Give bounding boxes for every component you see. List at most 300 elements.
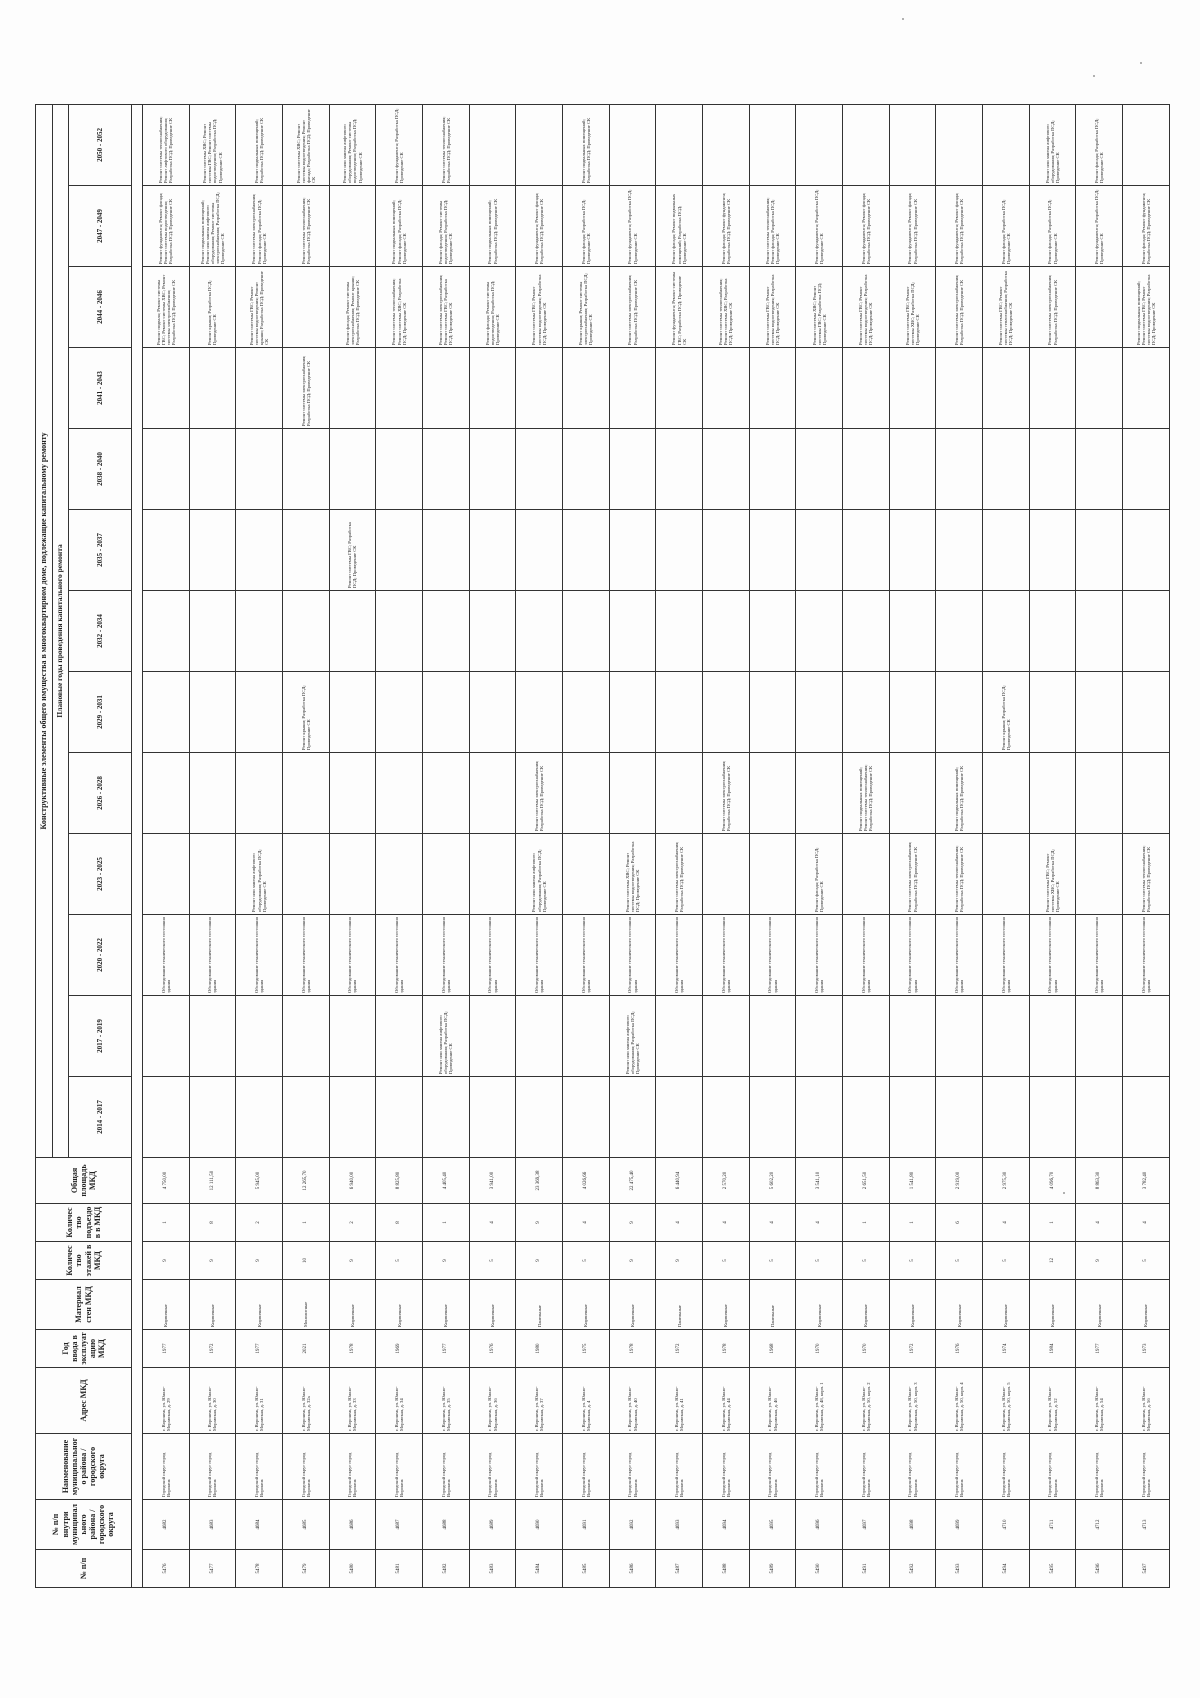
area-cell: 8 825,80 — [376, 1158, 423, 1204]
period-work-cell: Обследование технического состояния здания — [983, 915, 1030, 996]
mun-name-cell: Городской округ город Воронеж — [189, 1434, 236, 1500]
address-cell: г. Воронеж, ул. Южно-Моравская, д. 56 — [1123, 1368, 1170, 1434]
period-work-cell — [189, 348, 236, 429]
mun-number-cell: 4691 — [563, 1500, 610, 1550]
period-work-cell — [142, 672, 189, 753]
period-work-cell — [282, 510, 329, 591]
header-period: 2014 - 2017 — [69, 1077, 132, 1158]
period-work-cell — [563, 348, 610, 429]
period-work-cell: Ремонт фундамента; Разработка ПСД; Проведение СК — [609, 186, 656, 267]
period-work-cell — [703, 1077, 750, 1158]
period-work-cell — [1076, 267, 1123, 348]
period-work-cell — [1029, 753, 1076, 834]
table-row — [282, 104, 329, 1587]
table-row — [1029, 104, 1076, 1587]
period-work-cell — [1076, 672, 1123, 753]
table-row — [889, 104, 936, 1587]
period-work-cell: Ремонт системы ГВС; Ремонт системы водоотведения; Разработка ПСД; Проведение СК — [516, 267, 563, 348]
period-work-cell — [703, 348, 750, 429]
entrances-cell: 4 — [656, 1204, 703, 1242]
mun-name-cell: Городской округ город Воронеж — [563, 1434, 610, 1500]
year-cell: 2021 — [282, 1330, 329, 1368]
header-material: Материал стен МКД — [36, 1280, 132, 1330]
period-work-cell — [843, 1077, 890, 1158]
period-work-cell: Ремонт системы электроснабжения; Разработка ПСД; Проведение СК — [609, 267, 656, 348]
period-work-cell: Ремонт системы электроснабжения; Ремонт системы ГВС; Разработка ПСД; Проведение СК — [423, 267, 470, 348]
floors-cell: 5 — [749, 1242, 796, 1280]
period-work-cell: Ремонт подвальных помещений; Ремонт системы ГВС; Ремонт системы водоотведения; Разработка ПСД; Проведение СК — [1123, 267, 1170, 348]
period-work-cell — [189, 591, 236, 672]
mun-number-cell: 4684 — [236, 1500, 283, 1550]
table-row — [563, 104, 610, 1587]
period-work-cell: Ремонт или замена лифтового оборудования; Ремонт системы водоотведения; Разработка ПСД; Проведение СК — [329, 104, 376, 185]
period-work-cell — [376, 672, 423, 753]
period-work-cell — [469, 510, 516, 591]
mun-number-cell: 4695 — [749, 1500, 796, 1550]
period-work-cell — [376, 591, 423, 672]
material-cell: Кирпичные — [609, 1280, 656, 1330]
period-work-cell — [796, 753, 843, 834]
period-work-cell — [189, 1077, 236, 1158]
period-work-cell — [282, 834, 329, 915]
floors-cell: 9 — [609, 1242, 656, 1280]
address-cell: г. Воронеж, ул. Южно-Моравская, д. 36 — [469, 1368, 516, 1434]
period-work-cell: Ремонт системы ГВС; Ремонт системы ХВС; Разработка ПСД; Проведение СК — [889, 267, 936, 348]
row-number-cell: 5483 — [469, 1550, 516, 1588]
mun-number-cell: 4694 — [703, 1500, 750, 1550]
period-work-cell — [189, 510, 236, 591]
period-work-cell — [236, 429, 283, 510]
entrances-cell: 1 — [843, 1204, 890, 1242]
period-work-cell — [329, 429, 376, 510]
period-work-cell — [796, 348, 843, 429]
period-work-cell: Ремонт подвальных помещений; Разработка ПСД; Проведение СК — [936, 753, 983, 834]
period-work-cell — [236, 510, 283, 591]
period-work-cell: Ремонт подвальных помещений; Разработка ПСД; Проведение СК — [563, 104, 610, 185]
entrances-cell: 2 — [236, 1204, 283, 1242]
year-cell: 1978 — [703, 1330, 750, 1368]
header-mun-name: Наименование муниципального района / городского округа — [36, 1434, 132, 1500]
material-cell: Кирпичные — [983, 1280, 1030, 1330]
scan-speck — [1093, 75, 1095, 77]
period-work-cell — [656, 672, 703, 753]
period-work-cell — [609, 672, 656, 753]
address-cell: г. Воронеж, ул. Южно-Моравская, д. 46 — [749, 1368, 796, 1434]
material-cell: Кирпичные — [1123, 1280, 1170, 1330]
period-work-cell — [516, 591, 563, 672]
period-work-cell — [1029, 1077, 1076, 1158]
capital-repair-table — [35, 104, 1170, 1588]
header-period: 2047 - 2049 — [69, 186, 132, 267]
period-work-cell — [1076, 429, 1123, 510]
table-row — [703, 104, 750, 1587]
period-work-cell — [796, 672, 843, 753]
period-work-cell: Ремонт фундамента; Ремонт фасада; Разработка ПСД; Проведение СК — [843, 186, 890, 267]
mun-name-cell: Городской округ город Воронеж — [516, 1434, 563, 1500]
period-work-cell — [1123, 348, 1170, 429]
period-work-cell: Ремонт системы теплоснабжения; Разработка ПСД; Проведение СК — [423, 104, 470, 185]
address-cell: г. Воронеж, ул. Южно-Моравская, д. 48, корп. 1 — [796, 1368, 843, 1434]
period-work-cell: Ремонт фундамента; Разработка ПСД; Проведение СК — [1076, 186, 1123, 267]
row-number-cell: 5493 — [936, 1550, 983, 1588]
header-period: 2029 - 2031 — [69, 672, 132, 753]
period-work-cell — [889, 996, 936, 1077]
material-cell: Кирпичные — [376, 1280, 423, 1330]
period-work-cell — [796, 510, 843, 591]
mun-number-cell: 4690 — [516, 1500, 563, 1550]
mun-number-cell: 4682 — [142, 1500, 189, 1550]
period-work-cell: Ремонт фасада; Ремонт системы водоотведения; Разработка ПСД; Проведение СК — [423, 186, 470, 267]
period-work-cell: Ремонт системы ГВС; Ремонт системы водоотведения; Разработка ПСД; Проведение СК — [749, 267, 796, 348]
period-work-cell: Ремонт системы ХВС; Ремонт системы ГВС; Разработка ПСД; Проведение СК — [796, 267, 843, 348]
mun-number-cell: 4699 — [936, 1500, 983, 1550]
header-floors: Количество этажей в МКД — [36, 1242, 132, 1280]
period-work-cell — [609, 348, 656, 429]
scan-speck — [1063, 1192, 1065, 1194]
period-work-cell: Ремонт системы теплоснабжения; Ремонт системы ХВС; Разработка ПСД; Проведение СК — [376, 267, 423, 348]
table-row — [516, 104, 563, 1587]
mun-number-cell: 4688 — [423, 1500, 470, 1550]
mun-name-cell: Городской округ город Воронеж — [469, 1434, 516, 1500]
period-work-cell — [609, 104, 656, 185]
period-work-cell — [329, 348, 376, 429]
floors-cell: 5 — [936, 1242, 983, 1280]
period-work-cell: Ремонт фасада; Ремонт подвальных помещений; Разработка ПСД; Проведение СК — [656, 186, 703, 267]
mun-name-cell: Городской округ город Воронеж — [889, 1434, 936, 1500]
floors-cell: 5 — [796, 1242, 843, 1280]
period-work-cell — [376, 510, 423, 591]
period-work-cell — [563, 672, 610, 753]
year-cell: 1978 — [329, 1330, 376, 1368]
year-cell: 1972 — [889, 1330, 936, 1368]
period-work-cell: Ремонт системы теплоснабжения; Ремонт фасада; Разработка ПСД; Проведение СК — [749, 186, 796, 267]
period-work-cell: Обследование технического состояния здания — [843, 915, 890, 996]
mun-name-cell: Городской округ город Воронеж — [1029, 1434, 1076, 1500]
period-work-cell: Ремонт крыши; Ремонт системы электроснабжения; Разработка ПСД; Проведение СК — [563, 267, 610, 348]
period-work-cell: Ремонт системы электроснабжения; Разработка ПСД; Проведение СК — [656, 834, 703, 915]
period-work-cell — [656, 996, 703, 1077]
floors-cell: 9 — [236, 1242, 283, 1280]
material-cell: Кирпичные — [1029, 1280, 1076, 1330]
period-work-cell: Ремонт или замена лифтового оборудования; Разработка ПСД; Проведение СК — [516, 834, 563, 915]
entrances-cell: 1 — [889, 1204, 936, 1242]
year-cell: 1984 — [1029, 1330, 1076, 1368]
address-cell: г. Воронеж, ул. Южно-Моравская, д. 29 — [142, 1368, 189, 1434]
entrances-cell: 2 — [329, 1204, 376, 1242]
period-work-cell — [1076, 348, 1123, 429]
period-work-cell: Ремонт фундамента; Разработка ПСД; Проведение СК — [796, 186, 843, 267]
mun-number-cell: 4697 — [843, 1500, 890, 1550]
period-work-cell: Обследование технического состояния здания — [376, 915, 423, 996]
scan-speck — [1140, 62, 1142, 64]
period-work-cell: Ремонт системы электроснабжения; Ремонт фасада; Разработка ПСД; Проведение СК — [236, 186, 283, 267]
period-work-cell — [236, 348, 283, 429]
period-work-cell — [236, 1077, 283, 1158]
period-work-cell — [1029, 672, 1076, 753]
period-work-cell — [516, 510, 563, 591]
mun-name-cell: Городской округ город Воронеж — [703, 1434, 750, 1500]
year-cell: 1969 — [376, 1330, 423, 1368]
floors-cell: 5 — [983, 1242, 1030, 1280]
address-cell: г. Воронеж, ул. Южно-Моравская, д. 50, корп. 4 — [936, 1368, 983, 1434]
row-number-cell: 5491 — [843, 1550, 890, 1588]
table-row — [1123, 104, 1170, 1587]
floors-cell: 9 — [142, 1242, 189, 1280]
period-work-cell: Обследование технического состояния здания — [516, 915, 563, 996]
period-work-cell — [1123, 104, 1170, 185]
period-work-cell: Ремонт системы ГВС; Ремонт системы водоотведения; Разработка ПСД; Проведение СК — [843, 267, 890, 348]
period-work-cell: Ремонт системы ГВС; Разработка ПСД; Проведение СК — [329, 510, 376, 591]
floors-cell: 5 — [1123, 1242, 1170, 1280]
mun-number-cell: 4683 — [189, 1500, 236, 1550]
period-work-cell — [236, 591, 283, 672]
header-period: 2041 - 2043 — [69, 348, 132, 429]
mun-name-cell: Городской округ город Воронеж — [1123, 1434, 1170, 1500]
period-work-cell: Ремонт фасада; Ремонт системы водоотведения; Разработка ПСД; Проведение СК — [469, 267, 516, 348]
address-cell: г. Воронеж, ул. Южно-Моравская, д. 50, корп. 5 — [983, 1368, 1030, 1434]
table-row — [376, 104, 423, 1587]
period-work-cell: Ремонт фасада; Ремонт фундамента; Разработка ПСД; Проведение СК — [703, 186, 750, 267]
period-work-cell: Обследование технического состояния здания — [189, 915, 236, 996]
period-work-cell — [936, 348, 983, 429]
period-work-cell: Обследование технического состояния здания — [423, 915, 470, 996]
entrances-cell: 1 — [1029, 1204, 1076, 1242]
row-number-cell: 5477 — [189, 1550, 236, 1588]
period-work-cell — [142, 834, 189, 915]
mun-number-cell: 4711 — [1029, 1500, 1076, 1550]
period-work-cell — [563, 591, 610, 672]
period-work-cell — [703, 591, 750, 672]
year-cell: 1970 — [796, 1330, 843, 1368]
period-work-cell — [142, 996, 189, 1077]
period-work-cell — [189, 753, 236, 834]
area-cell: 6 940,00 — [329, 1158, 376, 1204]
period-work-cell — [236, 672, 283, 753]
material-cell: Кирпичные — [469, 1280, 516, 1330]
period-work-cell — [563, 1077, 610, 1158]
entrances-cell: 1 — [282, 1204, 329, 1242]
row-number-cell: 5482 — [423, 1550, 470, 1588]
mun-name-cell: Городской округ город Воронеж — [423, 1434, 470, 1500]
period-work-cell — [749, 591, 796, 672]
table-row — [749, 104, 796, 1587]
period-work-cell: Ремонт фасада; Разработка ПСД; Проведение СК — [1076, 104, 1123, 185]
period-work-cell — [142, 348, 189, 429]
period-work-cell: Ремонт системы ХВС; Ремонт системы водоотведения; Разработка ПСД; Проведение СК — [609, 834, 656, 915]
period-work-cell — [376, 753, 423, 834]
row-number-cell: 5490 — [796, 1550, 843, 1588]
period-work-cell: Обследование технического состояния здания — [236, 915, 283, 996]
period-work-cell: Ремонт системы электроснабжения; Разработка ПСД; Проведение СК — [889, 834, 936, 915]
period-work-cell — [656, 510, 703, 591]
period-work-cell — [1029, 591, 1076, 672]
row-number-cell: 5480 — [329, 1550, 376, 1588]
period-work-cell — [516, 104, 563, 185]
period-work-cell — [656, 1077, 703, 1158]
entrances-cell: 4 — [1123, 1204, 1170, 1242]
header-year: Год ввода в эксплуатацию МКД — [36, 1330, 132, 1368]
period-work-cell — [796, 104, 843, 185]
entrances-cell: 1 — [142, 1204, 189, 1242]
entrances-cell: 4 — [563, 1204, 610, 1242]
period-work-cell — [609, 429, 656, 510]
period-work-cell — [749, 834, 796, 915]
area-cell: 12 265,70 — [282, 1158, 329, 1204]
row-number-cell: 5494 — [983, 1550, 1030, 1588]
year-cell: 1976 — [936, 1330, 983, 1368]
period-work-cell — [376, 1077, 423, 1158]
period-work-cell: Ремонт фасада; Разработка ПСД; Проведение СК — [1029, 186, 1076, 267]
rotated-document-page — [35, 108, 1170, 1588]
mun-name-cell: Городской округ город Воронеж — [983, 1434, 1030, 1500]
period-work-cell — [329, 996, 376, 1077]
mun-number-cell: 4696 — [796, 1500, 843, 1550]
period-work-cell: Ремонт системы ГВС; Ремонт системы водоотведения; Ремонт крыши; Разработка ПСД; Проведение СК — [236, 267, 283, 348]
period-work-cell — [516, 996, 563, 1077]
mun-name-cell: Городской округ город Воронеж — [282, 1434, 329, 1500]
period-work-cell — [469, 672, 516, 753]
period-work-cell: Ремонт системы теплоснабжения; Разработка ПСД; Проведение СК — [282, 186, 329, 267]
area-cell: 22 475,40 — [609, 1158, 656, 1204]
area-cell: 5 945,00 — [236, 1158, 283, 1204]
period-work-cell — [469, 834, 516, 915]
period-work-cell: Обследование технического состояния здания — [936, 915, 983, 996]
period-work-cell — [142, 753, 189, 834]
year-cell: 1972 — [189, 1330, 236, 1368]
area-cell: 12 111,50 — [189, 1158, 236, 1204]
period-work-cell — [703, 672, 750, 753]
period-work-cell — [843, 591, 890, 672]
entrances-cell: 9 — [609, 1204, 656, 1242]
period-work-cell: Ремонт подвальных помещений; Разработка ПСД; Проведение СК — [469, 186, 516, 267]
material-cell: Панельные — [656, 1280, 703, 1330]
period-work-cell — [329, 753, 376, 834]
period-work-cell — [423, 591, 470, 672]
period-work-cell: Ремонт фундамента; Ремонт системы ГВС; Разработка ПСД; Проведение СК — [656, 267, 703, 348]
period-work-cell: Ремонт фасада; Разработка ПСД; Проведение СК — [983, 186, 1030, 267]
period-work-cell — [469, 104, 516, 185]
row-number-cell: 5486 — [609, 1550, 656, 1588]
table-row — [796, 104, 843, 1587]
period-work-cell — [796, 429, 843, 510]
empty-spacer-row — [132, 104, 143, 1587]
table-row — [609, 104, 656, 1587]
period-work-cell — [703, 996, 750, 1077]
period-work-cell — [703, 104, 750, 185]
table-row — [142, 104, 189, 1587]
row-number-cell: 5484 — [516, 1550, 563, 1588]
header-row-number: № п/п — [36, 1550, 132, 1588]
period-work-cell — [236, 753, 283, 834]
header-period: 2035 - 2037 — [69, 510, 132, 591]
floors-cell: 10 — [282, 1242, 329, 1280]
header-area: Общая площадь МКД — [36, 1158, 132, 1204]
period-work-cell — [1123, 510, 1170, 591]
period-work-cell: Ремонт фасада; Ремонт системы электроснабжения; Ремонт крыши; Разработка ПСД; Проведение СК — [329, 267, 376, 348]
period-work-cell — [656, 591, 703, 672]
entrances-cell: 6 — [936, 1204, 983, 1242]
period-work-cell: Обследование технического состояния здания — [889, 915, 936, 996]
period-work-cell — [329, 591, 376, 672]
mun-number-cell: 4713 — [1123, 1500, 1170, 1550]
period-work-cell — [516, 429, 563, 510]
period-work-cell: Ремонт системы теплоснабжения; Разработка ПСД; Проведение СК — [936, 834, 983, 915]
period-work-cell — [282, 996, 329, 1077]
mun-name-cell: Городской округ город Воронеж — [749, 1434, 796, 1500]
material-cell: Монолитные — [282, 1280, 329, 1330]
period-work-cell — [469, 996, 516, 1077]
entrances-cell: 9 — [516, 1204, 563, 1242]
material-cell: Кирпичные — [189, 1280, 236, 1330]
header-period: 2050 - 2052 — [69, 104, 132, 185]
year-cell: 1970 — [843, 1330, 890, 1368]
period-work-cell: Ремонт крыши; Разработка ПСД; Проведение СК — [282, 672, 329, 753]
period-work-cell — [142, 510, 189, 591]
period-work-cell — [423, 834, 470, 915]
address-cell: г. Воронеж, ул. Южно-Моравская, д. 33 — [329, 1368, 376, 1434]
period-work-cell — [1029, 348, 1076, 429]
entrances-cell: 4 — [1076, 1204, 1123, 1242]
mun-name-cell: Городской округ город Воронеж — [936, 1434, 983, 1500]
period-work-cell — [1029, 510, 1076, 591]
period-work-cell — [749, 510, 796, 591]
period-work-cell — [376, 348, 423, 429]
period-work-cell: Ремонт подвальных помещений; Ремонт или замена лифтового оборудования; Ремонт системы электроснабжения; Разработка ПСД; Проведение СК — [189, 186, 236, 267]
area-cell: 3 782,40 — [1123, 1158, 1170, 1204]
period-work-cell — [189, 672, 236, 753]
period-work-cell — [189, 834, 236, 915]
period-work-cell — [609, 591, 656, 672]
period-work-cell — [843, 348, 890, 429]
period-work-cell — [983, 834, 1030, 915]
period-work-cell — [1076, 834, 1123, 915]
material-cell: Кирпичные — [423, 1280, 470, 1330]
period-work-cell — [936, 510, 983, 591]
period-work-cell — [749, 348, 796, 429]
period-work-cell — [376, 834, 423, 915]
period-work-cell: Ремонт или замена лифтового оборудования; Разработка ПСД; Проведение СК — [609, 996, 656, 1077]
row-number-cell: 5479 — [282, 1550, 329, 1588]
period-work-cell: Ремонт или замена лифтового оборудования; Разработка ПСД; Проведение СК — [236, 834, 283, 915]
entrances-cell: 4 — [749, 1204, 796, 1242]
floors-cell: 12 — [1029, 1242, 1076, 1280]
floors-cell: 5 — [703, 1242, 750, 1280]
area-cell: 8 863,30 — [1076, 1158, 1123, 1204]
period-work-cell: Обследование технического состояния здания — [1076, 915, 1123, 996]
header-period: 2044 - 2046 — [69, 267, 132, 348]
table-row — [843, 104, 890, 1587]
period-work-cell — [936, 429, 983, 510]
period-work-cell — [469, 591, 516, 672]
period-work-cell — [329, 1077, 376, 1158]
period-work-cell: Ремонт фасада; Разработка ПСД; Проведение СК — [563, 186, 610, 267]
period-work-cell: Обследование технического состояния здания — [609, 915, 656, 996]
period-work-cell — [1076, 996, 1123, 1077]
period-work-cell — [936, 996, 983, 1077]
period-work-cell — [189, 996, 236, 1077]
period-work-cell — [423, 429, 470, 510]
row-number-cell: 5488 — [703, 1550, 750, 1588]
period-work-cell: Обследование технического состояния здания — [142, 915, 189, 996]
mun-name-cell: Городской округ город Воронеж — [843, 1434, 890, 1500]
row-number-cell: 5478 — [236, 1550, 283, 1588]
period-work-cell — [656, 753, 703, 834]
period-work-cell — [142, 1077, 189, 1158]
period-work-cell — [936, 672, 983, 753]
period-work-cell — [656, 429, 703, 510]
period-work-cell — [983, 104, 1030, 185]
period-work-cell: Обследование технического состояния здания — [656, 915, 703, 996]
